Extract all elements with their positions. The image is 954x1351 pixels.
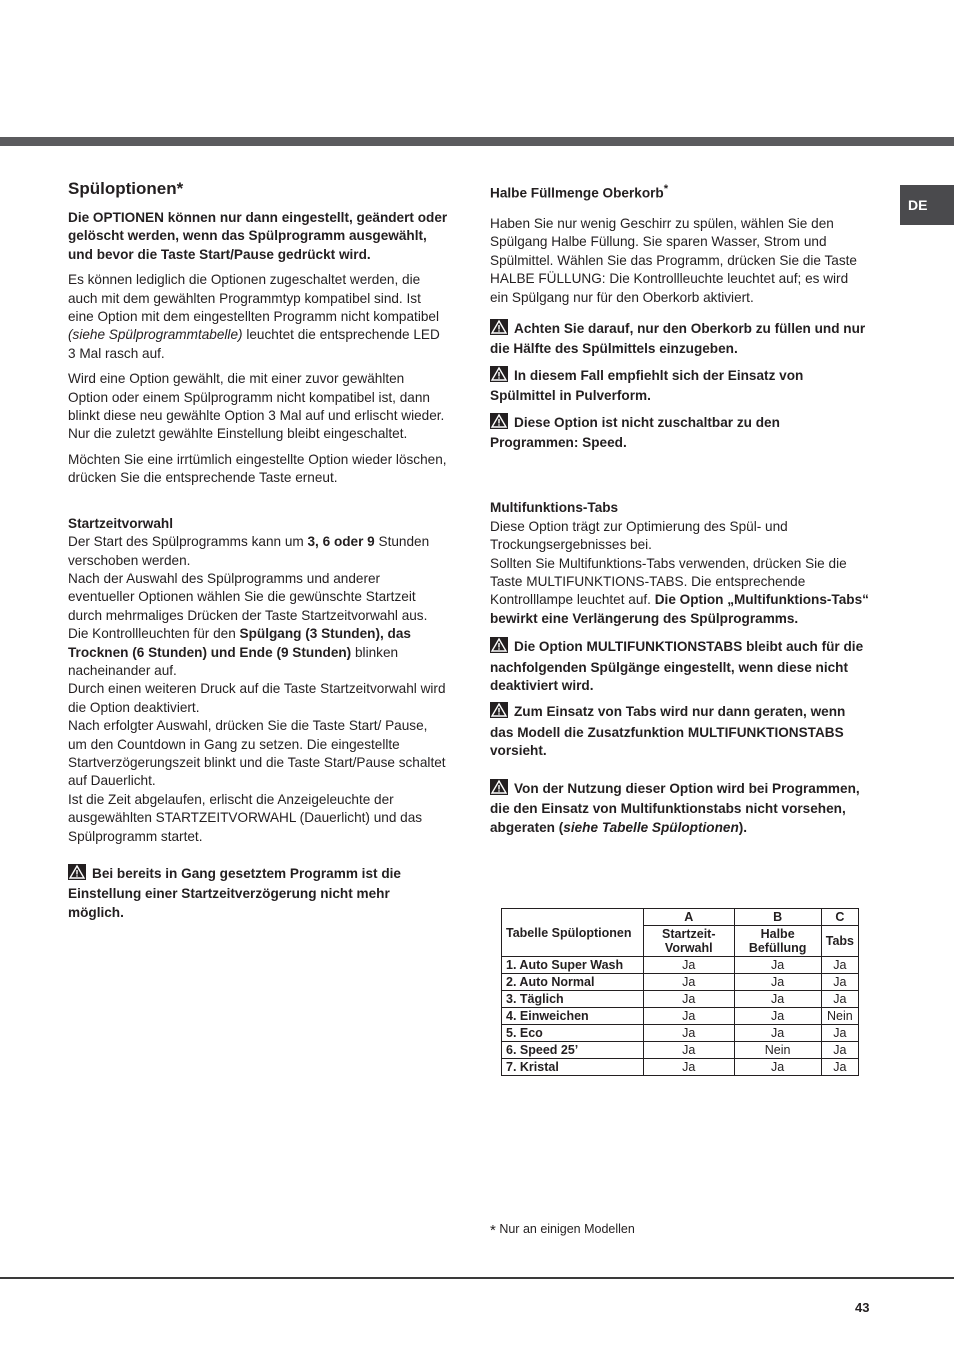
warning-icon (490, 637, 508, 658)
multi-text: Diese Option trägt zur Optimierung des Spül- und Trockungsergebnisses bei. Sollten Sie Multifunktions-Tabs verwenden, drücken Sie die Taste MULTIFUNKTIONS-TABS. Die entsprechende Kontrolllampe leuchtet auf. Die Option „Multifunktions-Tabs“ bewirkt eine Verlängerung des Spülprogramms. (490, 518, 869, 626)
col-letter-a: A (644, 909, 735, 926)
table-row: 2. Auto Normal Ja Ja Ja (502, 974, 859, 991)
halbe-heading: Halbe Füllmenge Oberkorb* (490, 183, 669, 201)
warning-icon (490, 702, 508, 723)
halbe-text: Haben Sie nur wenig Geschirr zu spülen, wählen Sie den Spülgang Halbe Füllung. Sie sparen Wasser, Strom und Spülmittel. Wählen Sie das Programm, drücken Sie die Taste HALBE FÜLLUNG: Die Kontrollleuchte leuchtet auf; es wird ein Spülgang nur für den Oberkorb aktiviert. (490, 215, 857, 305)
header-bar (0, 137, 954, 146)
warning-icon (490, 779, 508, 800)
left-column (68, 178, 448, 929)
table-title: Tabelle Spüloptionen (502, 909, 644, 957)
warning-tabs-model: Zum Einsatz von Tabs wird nur dann geraten, wenn das Modell die Zusatzfunktion MULTIFUNKTIONSTABS vorsieht. (490, 704, 846, 759)
warning-icon (68, 864, 86, 885)
warning-oberkorb: Achten Sie darauf, nur den Oberkorb zu füllen und nur die Hälfte des Spülmittels einzugeben. (490, 320, 866, 357)
warning-icon (490, 413, 508, 434)
table-row: 6. Speed 25’ Ja Nein Ja (502, 1042, 859, 1059)
startzeit-heading: Startzeitvorwahl (68, 515, 173, 531)
warning-multitabs: Die Option MULTIFUNKTIONSTABS bleibt auch für die nachfolgenden Spülgänge eingestellt, wenn diese nicht deaktiviert wird. (490, 639, 864, 694)
page-number: 43 (855, 1300, 870, 1315)
multi-heading: Multifunktions-Tabs (490, 500, 619, 516)
options-table (501, 908, 859, 1076)
table-row: 1. Auto Super Wash Ja Ja Ja (502, 957, 859, 974)
startzeit-text: Der Start des Spülprogramms kann um 3, 6 oder 9 Stunden verschoben werden. Nach der Auswahl des Spülprogramms und anderer eventueller Optionen wählen Sie die gewünschte Startzeit durch mehrmaliges Drücken der Taste Startzeitvorwahl aus. Die Kontrollleuchten für den Spülgang (3 Stunden), das Trocknen (6 Stunden) und Ende (9 Stunden) blinken nacheinander auf. Durch einen weiteren Druck auf die Taste Startzeitvorwahl wird die Option deaktiviert. Nach erfolgter Auswahl, drücken Sie die Taste Start/ Pause, um den Countdown in Gang zu setzen. Die eingestellte Startverzögerungszeit blinkt und die Taste Start/Pause schaltet auf Dauerlicht. Ist die Zeit abgelaufen, erlischt die Anzeigeleuchte der ausgewählten STARTZEITVORWAHL (Dauerlicht) und das Spülprogramm startet. (68, 534, 446, 844)
table-row: 7. Kristal Ja Ja Ja (502, 1059, 859, 1076)
warning-icon (490, 319, 508, 340)
warning-speed: Diese Option ist nicht zuschaltbar zu den Programmen: Speed. (490, 414, 780, 450)
footnote: * Nur an einigen Modellen (490, 1222, 635, 1239)
col-name-a: Startzeit- Vorwahl (644, 926, 735, 957)
col-letter-b: B (734, 909, 821, 926)
intro-paragraph: Die OPTIONEN können nur dann eingestellt, geändert oder gelöscht werden, wenn das Spülprogramm ausgewählt, und bevor die Taste Start/Pause gedrückt wird. (68, 210, 448, 262)
warning-startzeit: Bei bereits in Gang gesetztem Programm ist die Einstellung einer Startzeitverzögerung nicht mehr möglich. (68, 866, 401, 920)
footer-line (0, 1277, 954, 1279)
warning-icon (490, 366, 508, 387)
compatibility-paragraph: Es können lediglich die Optionen zugeschaltet werden, die auch mit dem gewählten Programmtyp kompatibel sind. Ist eine Option mit dem eingestellten Programm nicht kompatibel (siehe Spülprogrammtabelle) leuchtet die entsprechende LED 3 Mal rasch auf. (68, 272, 440, 361)
warning-pulver: In diesem Fall empfiehlt sich der Einsatz von Spülmittel in Pulverform. (490, 367, 804, 404)
warning-nutzung: Von der Nutzung dieser Option wird bei Programmen, die den Einsatz von Multifunktionstabs nicht vorsehen, abgeraten (siehe Tabelle Spüloptionen). (490, 780, 860, 835)
section-title: Spüloptionen* (68, 179, 184, 198)
table-row: 5. Eco Ja Ja Ja (502, 1025, 859, 1042)
cancel-paragraph: Möchten Sie eine irrtümlich eingestellte Option wieder löschen, drücken Sie die entsprechende Taste erneut. (68, 451, 447, 486)
table-row: 3. Täglich Ja Ja Ja (502, 991, 859, 1008)
table-row: 4. Einweichen Ja Ja Nein (502, 1008, 859, 1025)
language-tab: DE (900, 185, 954, 225)
col-letter-c: C (821, 909, 858, 926)
incompatible-paragraph: Wird eine Option gewählt, die mit einer zuvor gewählten Option oder einem Spülprogramm nicht kompatibel ist, dann blinkt diese neu gewählte Option 3 Mal auf und erlischt wieder. Nur die zuletzt gewählte Einstellung bleibt eingeschaltet. (68, 371, 445, 442)
col-name-c: Tabs (821, 926, 858, 957)
right-column (490, 178, 870, 844)
col-name-b: Halbe Befüllung (734, 926, 821, 957)
